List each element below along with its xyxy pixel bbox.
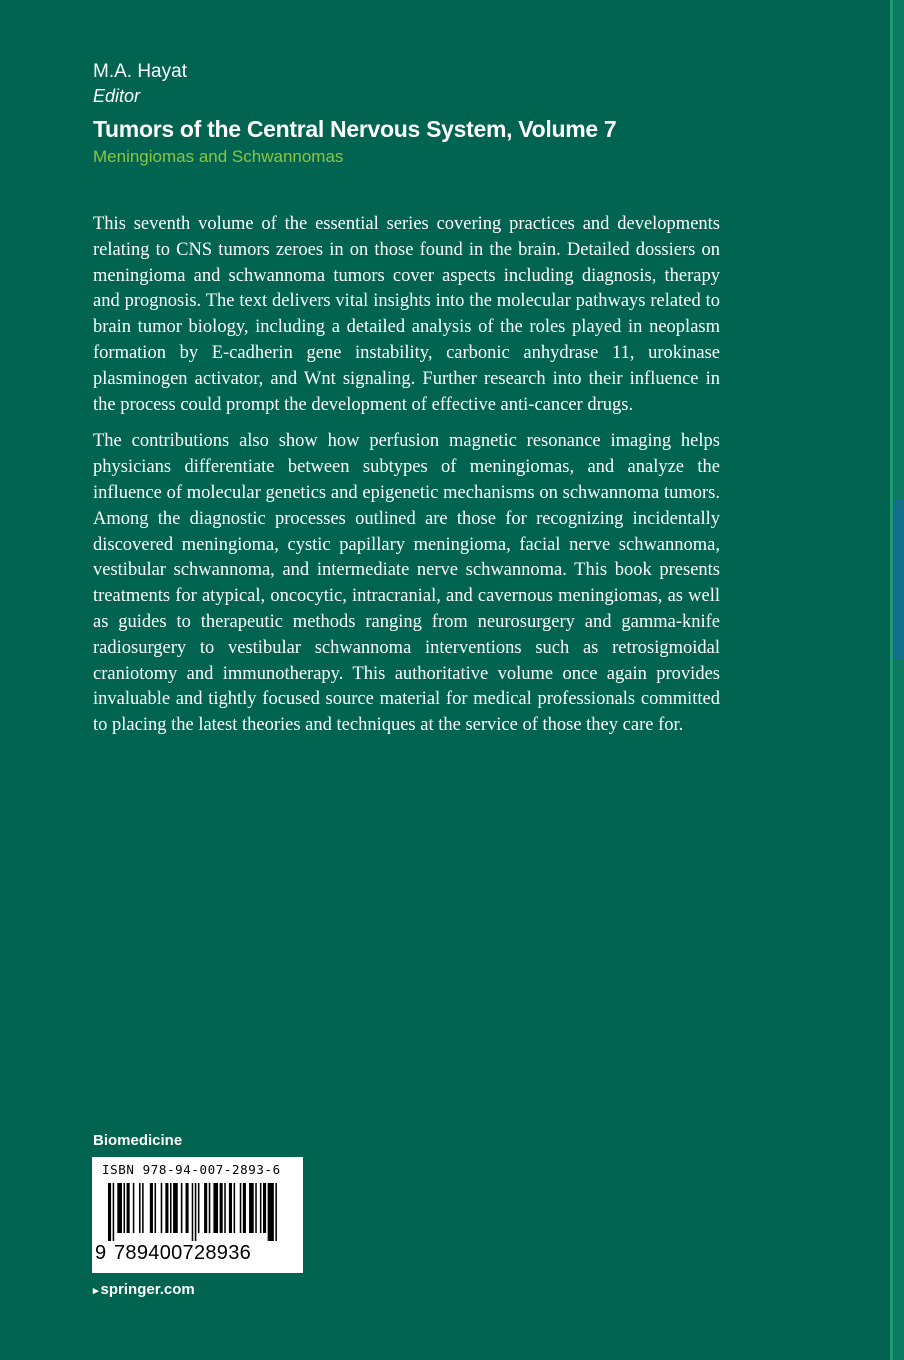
spine-edge bbox=[890, 0, 904, 1360]
book-title: Tumors of the Central Nervous System, Volume 7 bbox=[93, 116, 617, 142]
barcode-bar bbox=[249, 1183, 254, 1233]
barcode-bar bbox=[108, 1183, 111, 1241]
barcode-bar bbox=[133, 1183, 135, 1233]
barcode-bar bbox=[165, 1183, 168, 1233]
barcode-bar bbox=[113, 1183, 115, 1241]
barcode-bar bbox=[181, 1183, 183, 1233]
book-description bbox=[93, 212, 720, 750]
barcode-bar bbox=[161, 1183, 163, 1233]
barcode-bar bbox=[173, 1183, 178, 1233]
spine-edge-blue-band bbox=[893, 500, 904, 660]
barcode-bars bbox=[108, 1183, 288, 1241]
publisher-link[interactable] bbox=[93, 1281, 195, 1298]
barcode-bar bbox=[195, 1183, 197, 1241]
description-paragraph-1: This seventh volume of the essential series covering practices and developments relating to CNS tumors zeroes in on those found in the brain. Detailed dossiers on meningioma and schwannoma tumors cover aspects including diagnosis, therapy and prognosis. The text delivers vital insights into the molecular pathways related to brain tumor biology, including a detailed analysis of the roles played in neoplasm formation by E-cadherin gene instability, carbonic anhydrase 11, urokinase plasminogen activator, and Wnt signaling. Further research into their influence in the process could prompt the development of effective anti-cancer drugs. bbox=[93, 214, 720, 415]
publisher-link-text: springer.com bbox=[100, 1281, 195, 1298]
book-subtitle: Meningiomas and Schwannomas bbox=[93, 147, 344, 166]
barcode-bar bbox=[139, 1183, 141, 1233]
barcode-digits: 789400728936 bbox=[114, 1242, 252, 1264]
barcode-bar bbox=[255, 1183, 257, 1233]
isbn-label: ISBN 978-94-007-2893-6 bbox=[102, 1162, 281, 1177]
barcode-bar bbox=[198, 1183, 200, 1233]
barcode-bar bbox=[192, 1183, 194, 1241]
barcode-bar bbox=[243, 1183, 246, 1233]
author-name: M.A. Hayat bbox=[93, 61, 187, 82]
barcode-bar bbox=[220, 1183, 223, 1233]
barcode-bar bbox=[234, 1183, 236, 1233]
barcode-bar bbox=[213, 1183, 218, 1233]
isbn-barcode bbox=[92, 1157, 303, 1273]
description-paragraph-2: The contributions also show how perfusion magnetic resonance imaging helps physicians differentiate between subtypes of meningiomas, and analyze the influence of molecular genetics and epigenetic mechanisms on schwannoma tumors. Among the diagnostic processes outlined are those for recognizing incidentally discovered meningioma, cystic papillary meningioma, facial nerve schwannoma, vestibular schwannoma, and intermediate nerve schwannoma. This book presents treatments for atypical, oncocytic, intracranial, and cavernous meningiomas, as well as guides to therapeutic methods ranging from neurosurgery and gamma-knife radiosurgery to vestibular schwannoma interventions such as retrosigmoidal craniotomy and immunotherapy. This authoritative volume once again provides invaluable and tightly focused source material for medical professionals committed to placing the latest theories and techniques at the service of those they care for. bbox=[93, 431, 720, 736]
series-label: Biomedicine bbox=[93, 1132, 183, 1149]
barcode-bar bbox=[209, 1183, 211, 1233]
barcode-bar bbox=[127, 1183, 130, 1233]
barcode-bar bbox=[142, 1183, 144, 1233]
barcode-bar bbox=[240, 1183, 242, 1233]
author-role: Editor bbox=[93, 86, 141, 106]
barcode-bar bbox=[275, 1183, 277, 1241]
barcode-bar bbox=[204, 1183, 207, 1233]
barcode-bar bbox=[229, 1183, 232, 1233]
arrow-right-icon: ▸ bbox=[93, 1285, 99, 1297]
barcode-bar bbox=[155, 1183, 157, 1233]
barcode-bar bbox=[170, 1183, 172, 1233]
spine-edge-highlight bbox=[890, 0, 893, 1360]
barcode-bar bbox=[263, 1183, 266, 1233]
barcode-bar bbox=[224, 1183, 226, 1233]
barcode-bar bbox=[260, 1183, 262, 1233]
barcode-bar bbox=[150, 1183, 153, 1233]
barcode-first-digit: 9 bbox=[95, 1242, 107, 1264]
barcode-bar bbox=[117, 1183, 122, 1233]
barcode-bar bbox=[124, 1183, 126, 1233]
barcode-bar bbox=[268, 1183, 274, 1241]
barcode-bar bbox=[186, 1183, 189, 1233]
cover-header bbox=[93, 60, 616, 168]
